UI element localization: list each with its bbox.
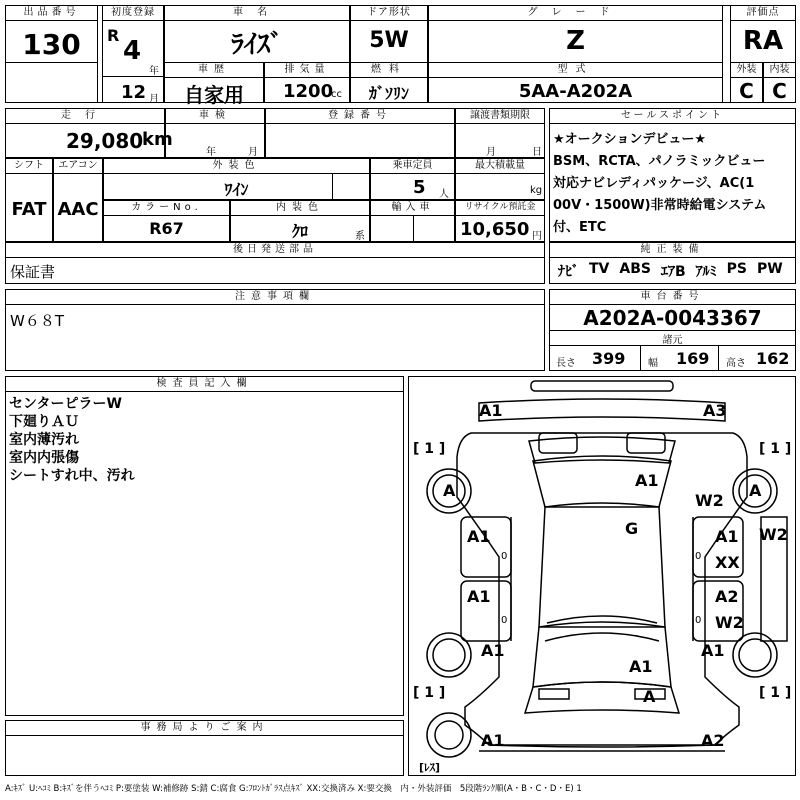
grade: Z <box>566 26 585 56</box>
load-unit: kg <box>530 185 543 196</box>
mark-trunk: A1 <box>629 657 653 676</box>
grade-cell <box>428 5 723 63</box>
sales-point-line: 00V・1500W)非常時給電システム <box>553 198 767 213</box>
door-cell <box>350 5 428 63</box>
sales-point-panel <box>549 108 796 242</box>
mileage: 29,080 <box>66 129 144 153</box>
inspection-cell <box>165 108 265 158</box>
width-label: 幅 <box>648 358 658 369</box>
mark-rear-right: A2 <box>701 731 725 750</box>
equipment-item: ﾅﾋﾞ <box>558 264 579 280</box>
equipment-item: ABS <box>619 261 651 277</box>
load-label: 最大積載量 <box>456 159 544 174</box>
sales-point-line: 対応ナビレディパッケージ、AC(1 <box>553 176 755 191</box>
int-score: C <box>772 79 787 103</box>
later-parts: 保証書 <box>10 263 56 281</box>
mark-left-bracket-top: [ 1 ] <box>413 441 446 457</box>
transfer-month-unit: 月 <box>486 147 496 158</box>
insp-year-unit: 年 <box>206 147 216 158</box>
history-cell <box>164 62 264 107</box>
door-type: 5W <box>369 28 409 53</box>
month-unit: 月 <box>149 94 159 105</box>
inspector-line: 室内内張傷 <box>9 450 79 466</box>
transfer-label: 譲渡書類期限 <box>456 109 544 124</box>
inspector-label: 検査員記入欄 <box>6 377 403 392</box>
displacement: 1200 <box>283 81 334 102</box>
grade-label: グレード <box>429 6 722 21</box>
mark-hood: A1 <box>635 471 659 490</box>
reg-year: 4 <box>123 36 142 66</box>
reg-month: 12 <box>121 82 147 103</box>
lot-number: 130 <box>22 28 81 61</box>
inspector-line: シートすれ中、汚れ <box>9 468 135 484</box>
mark-right-bracket-bot: [ 1 ] <box>759 685 792 701</box>
mark-wheel-fl: A <box>443 481 456 500</box>
interior-color-cell <box>230 200 370 242</box>
inspection-label: 車検 <box>166 109 264 124</box>
sales-point-line: 付、ETC <box>553 220 607 235</box>
first-reg-cell <box>102 5 164 103</box>
model: 5AA-A202A <box>518 81 633 102</box>
interior-color-unit: 系 <box>355 231 365 242</box>
car-name-label: 車名 <box>165 6 349 21</box>
model-label: 型式 <box>429 63 722 78</box>
notes-label: 注意事項欄 <box>6 290 544 305</box>
recycle-unit: 円 <box>532 231 542 242</box>
reg-number-label: 登録番号 <box>266 109 454 124</box>
sales-point-lines <box>553 129 766 239</box>
year-unit: 年 <box>149 66 159 77</box>
mark-zero: 0 <box>695 551 702 562</box>
import-cell <box>370 200 455 242</box>
inspector-line: 室内薄汚れ <box>9 432 79 448</box>
sales-point-line: BSM、RCTA、パノラミックビュー <box>553 154 766 169</box>
ac-cell <box>53 158 103 242</box>
mileage-cell <box>5 108 173 158</box>
recycle-label: リサイクル預託金 <box>456 201 544 216</box>
mark-right-bracket-top: [ 1 ] <box>759 441 792 457</box>
capacity-label: 乗車定員 <box>371 159 454 174</box>
interior-color: ｸﾛ <box>291 222 308 241</box>
transfer-day-unit: 日 <box>532 147 542 158</box>
color-no: R67 <box>149 219 184 238</box>
ac-label: エアコン <box>54 159 102 174</box>
mileage-label: 走行 <box>6 109 164 124</box>
mark-quarter-right: A1 <box>701 641 725 660</box>
mark-pillar-right: W2 <box>759 525 788 544</box>
mark-roof: G <box>625 519 639 538</box>
width: 169 <box>676 349 710 368</box>
notes-text: W６８T <box>10 312 64 330</box>
shift: FAT <box>11 199 47 220</box>
ac: AAC <box>57 199 99 220</box>
later-parts-cell <box>5 242 545 284</box>
mark-spare: [ﾚｽ] <box>419 761 441 774</box>
car-name: ﾗｲｽﾞ <box>230 30 283 60</box>
ext-score: C <box>739 79 754 103</box>
color-no-label: カラーNo. <box>104 201 229 216</box>
recycle: 10,650 <box>460 219 530 240</box>
mark-door-rr: A2 <box>715 587 739 606</box>
history: 自家用 <box>184 83 244 107</box>
interior-color-label: 内装色 <box>231 201 369 216</box>
fuel-cell <box>350 62 428 103</box>
notes-panel <box>5 289 545 371</box>
equipment-item: ｱﾙﾐ <box>695 264 717 280</box>
ext-score-cell <box>730 62 763 103</box>
color-label: 外装色 <box>104 159 369 174</box>
history-label: 車歴 <box>165 63 263 78</box>
capacity-unit: 人 <box>439 189 449 200</box>
legend: A:ｷｽﾞ U:ﾍｺﾐ B:ｷｽﾞを伴うﾍｺﾐ P:要塗装 W:補修跡 S:錆 C:腐食 G:ﾌﾛﾝﾄｶﾞﾗｽ点ｷｽﾞ XX:交換済み X:要交換 内・外装評価 5段階ﾗﾝｸ順(A・B・C・D・E) 1 <box>5 784 582 794</box>
equipment-item: PS <box>726 261 747 277</box>
score-label: 評価点 <box>731 6 795 21</box>
car-name-cell <box>164 5 350 63</box>
color-no-cell <box>103 200 230 242</box>
mark-quarter-left: A1 <box>481 641 505 660</box>
shift-cell <box>5 158 53 242</box>
equipment-panel <box>549 242 796 284</box>
lot-cell <box>5 5 98 103</box>
color-cell <box>103 158 370 200</box>
mark-front-right: A3 <box>703 401 727 420</box>
equipment-item: PW <box>757 261 783 277</box>
first-reg-label: 初度登録 <box>103 6 163 21</box>
fuel: ｶﾞｿﾘﾝ <box>368 84 409 103</box>
mark-rear-bumper: A <box>643 687 656 706</box>
mark-door-rr2: W2 <box>715 613 744 632</box>
car-diagram-panel <box>408 376 796 776</box>
score: RA <box>742 26 784 56</box>
int-label: 内装 <box>764 63 795 78</box>
mark-rear-left: A1 <box>481 731 505 750</box>
insp-month-unit: 月 <box>248 147 258 158</box>
chassis-number: A202A-0043367 <box>583 306 762 330</box>
inspector-lines <box>9 395 135 485</box>
inspector-panel <box>5 376 404 716</box>
inspector-line: 下廻りＡＵ <box>9 414 79 430</box>
spec-label: 諸元 <box>662 335 683 346</box>
inspector-line: センターピラーW <box>9 396 122 412</box>
mark-front-left: A1 <box>479 401 503 420</box>
mark-door-fr2: XX <box>715 553 740 572</box>
era: R <box>107 26 120 45</box>
sales-point-line: ★オークションデビュー★ <box>553 132 707 147</box>
height-label: 高さ <box>726 358 746 369</box>
mark-zero: 0 <box>695 615 702 626</box>
car-diagram <box>409 377 795 775</box>
lot-label: 出品番号 <box>6 6 97 21</box>
mark-wheel-fr: A <box>749 481 762 500</box>
transfer-cell <box>455 108 545 158</box>
int-score-cell <box>763 62 796 103</box>
door-label: ドア形状 <box>351 6 427 21</box>
reg-number-cell <box>265 108 455 158</box>
load-cell <box>455 158 545 200</box>
mark-left-bracket-bot: [ 1 ] <box>413 685 446 701</box>
ext-label: 外装 <box>731 63 762 78</box>
color: ﾜｲﾝ <box>224 180 249 199</box>
mark-zero: 0 <box>501 551 508 562</box>
later-parts-label: 後日発送部品 <box>6 243 544 258</box>
mileage-unit: km <box>142 129 173 150</box>
height: 162 <box>756 349 790 368</box>
length: 399 <box>592 349 626 368</box>
mark-zero: 0 <box>501 615 508 626</box>
mark-door-fr: A1 <box>715 527 739 546</box>
model-cell <box>428 62 723 103</box>
import-label: 輸入車 <box>371 201 454 216</box>
equipment-item: TV <box>589 261 610 277</box>
capacity: 5 <box>413 177 426 198</box>
recycle-cell <box>455 200 545 242</box>
sales-point-label: セールスポイント <box>550 109 795 124</box>
shift-label: シフト <box>6 159 52 174</box>
displacement-cell <box>264 62 350 103</box>
displacement-unit: cc <box>331 89 342 100</box>
chassis-label: 車台番号 <box>550 290 795 305</box>
equipment-label: 純正装備 <box>550 243 795 258</box>
office-label: 事務局よりご案内 <box>6 721 403 736</box>
fuel-label: 燃料 <box>351 63 427 78</box>
displacement-label: 排気量 <box>265 63 349 78</box>
mark-fender-right: W2 <box>695 491 724 510</box>
mark-door-rl: A1 <box>467 587 491 606</box>
mark-door-fl: A1 <box>467 527 491 546</box>
length-label: 長さ <box>556 358 576 369</box>
score-cell <box>730 5 796 63</box>
office-panel <box>5 720 404 776</box>
chassis-panel <box>549 289 796 371</box>
capacity-cell <box>370 158 455 200</box>
equipment-item: ｴｱB <box>660 264 686 280</box>
equipment-list <box>558 261 783 281</box>
